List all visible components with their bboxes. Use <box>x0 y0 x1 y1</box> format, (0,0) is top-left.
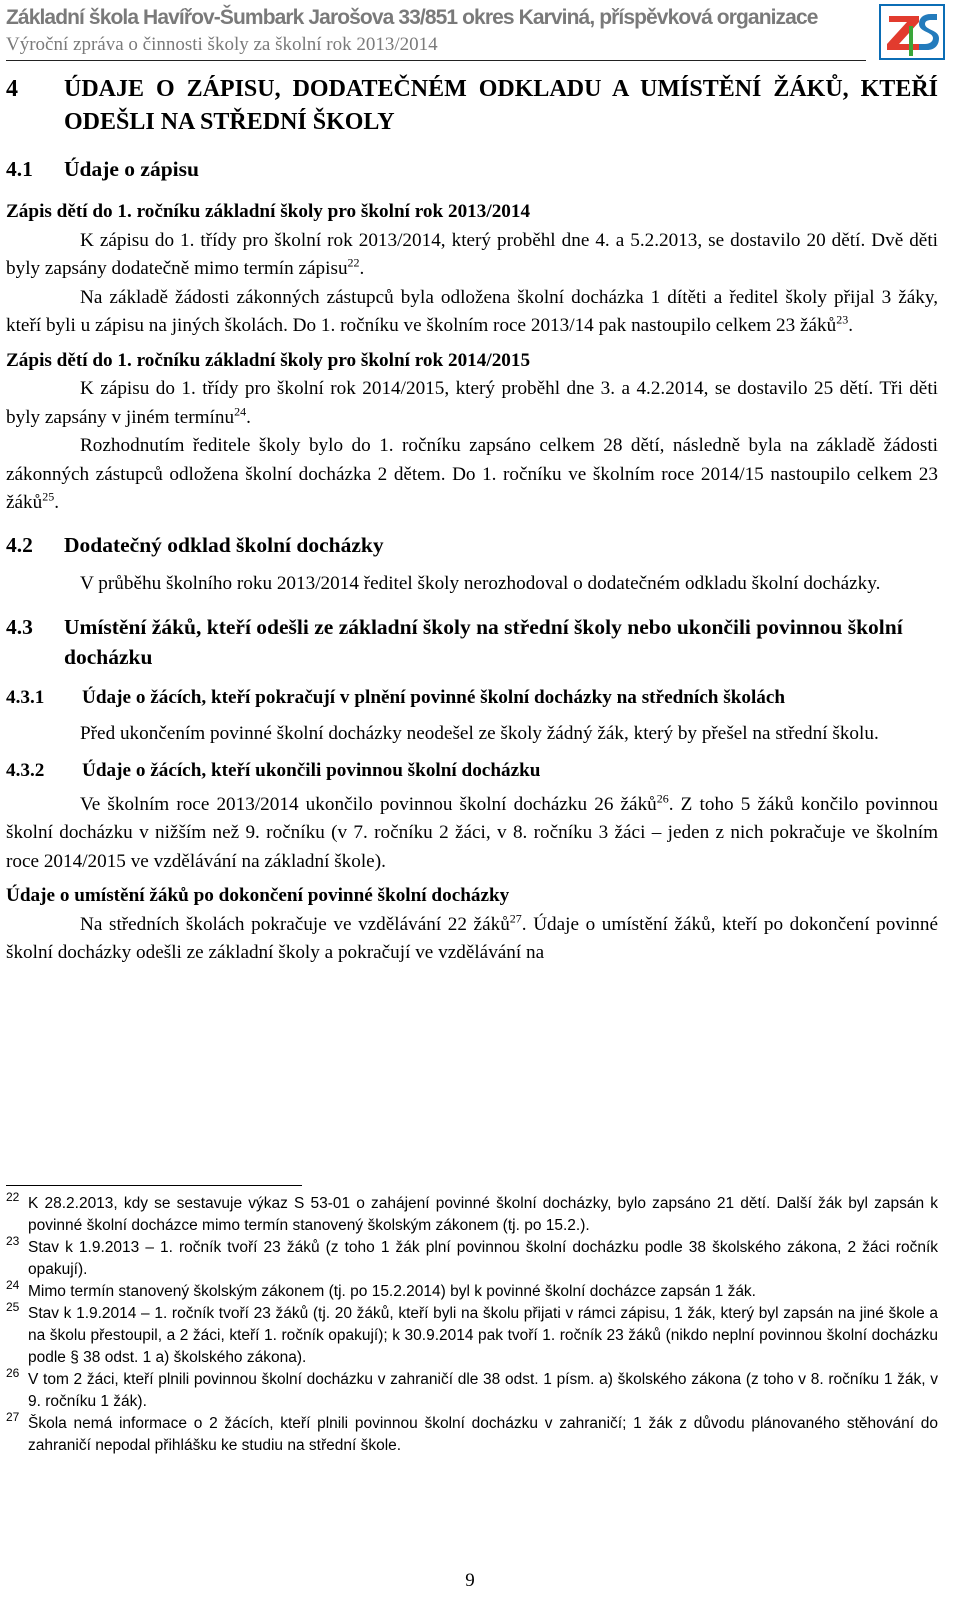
footnote-ref: 25 <box>42 489 55 504</box>
footnote-ref: 23 <box>836 312 849 327</box>
section-number: 4.3 <box>6 615 33 639</box>
section-4-3-2-heading <box>6 757 938 785</box>
footnote-ref: 27 <box>509 911 522 926</box>
section-number: 4.3.1 <box>6 687 45 708</box>
footnote-separator <box>6 1185 302 1186</box>
paragraph: Ve školním roce 2013/2014 ukončilo povinnou školní docházku 26 žáků$^{26}$. Z toho 5 žáků končilo povinnou školní docházku v nižším než 9. ročníku (v 7. ročníku 2 žáci, v 8. ročníku 3 žáci – jeden z nich pokračuje ve školním roce 2014/2015 ve vzdělávání na základní škole). <box>6 791 938 872</box>
section-4-2-heading <box>6 530 938 560</box>
footnote-number: 24 <box>6 1278 20 1292</box>
section-title: Údaje o žácích, kteří pokračují v plnění povinné školní docházky na středních školách <box>82 687 786 708</box>
section-4-1-heading <box>6 154 938 184</box>
subheading-enrollment-2013: Zápis dětí do 1. ročníku základní školy pro školní rok 2013/2014 <box>6 201 531 222</box>
footnote-number: 26 <box>6 1366 20 1380</box>
section-number: 4.3.2 <box>6 759 45 781</box>
section-4-heading <box>6 73 938 139</box>
paragraph: Rozhodnutím ředitele školy bylo do 1. ročníku zapsáno celkem 28 dětí, následně byla na základě žádosti zákonných zástupců odložena školní docházka 2 dětem. Do 1. ročníku ve školním roce 2014/15 nastoupilo celkem 23 žáků$^{25}$. <box>6 435 938 513</box>
footnote: 22 K 28.2.2013, kdy se sestavuje výkaz S 53-01 o zahájení povinné školní docházky, bylo zapsáno 21 dětí. Další žák byl zapsán k povinné školní docházce mimo termín stanovený školským zákonem (tj. po 15.2.). <box>6 1193 938 1237</box>
paragraph: V průběhu školního roku 2013/2014 ředitel školy nerozhodoval o dodatečném odkladu školní docházky. <box>80 572 881 594</box>
section-title: Umístění žáků, kteří odešli ze základní školy na střední školy nebo ukončili povinnou školní docházku <box>64 615 903 669</box>
footnotes <box>6 1190 938 1457</box>
section-number: 4.2 <box>6 532 33 557</box>
footnote-number: 27 <box>6 1410 20 1424</box>
footnote-ref: 26 <box>656 791 669 806</box>
page-header <box>6 4 946 60</box>
report-title: Výroční zpráva o činnosti školy za školní rok 2013/2014 <box>6 34 438 55</box>
footnote: 25 Stav k 1.9.2014 – 1. ročník tvoří 23 žáků (tj. 20 žáků, kteří byli na školu přijati v rámci zápisu, 1 žák, který byl zapsán na jiné škole a na školu přestoupil, a 2 žáci, kteří 1. ročník opakují); k 30.9.2014 pak tvoří 1. ročník 23 žáků (nikdo neplní povinnou školní docházku podle § 38 odst. 1 a) školského zákona). <box>6 1303 938 1369</box>
school-name: Základní škola Havířov-Šumbark Jarošova 33/851 okres Karviná, příspěvková organizace <box>6 6 818 29</box>
section-4-3-heading <box>6 612 938 672</box>
school-logo <box>879 4 945 60</box>
section-number: 4.1 <box>6 157 33 181</box>
subheading-enrollment-2014: Zápis dětí do 1. ročníku základní školy pro školní rok 2014/2015 <box>6 349 531 371</box>
footnote-ref: 24 <box>234 404 247 419</box>
footnote-number: 25 <box>6 1300 20 1314</box>
main-content <box>6 73 938 968</box>
section-title: ÚDAJE O ZÁPISU, DODATEČNÉM ODKLADU A UMÍSTĚNÍ ŽÁKŮ, KTEŘÍ ODEŠLI NA STŘEDNÍ ŠKOLY <box>64 76 938 135</box>
section-number: 4 <box>6 76 18 102</box>
paragraph: K zápisu do 1. třídy pro školní rok 2014/2015, který proběhl dne 3. a 4.2.2014, se dostavilo 25 dětí. Tři děti byly zapsány v jiném termínu$^{24}$. <box>6 378 938 428</box>
paragraph: Před ukončením povinné školní docházky neodešel ze školy žádný žák, který by přešel na střední školu. <box>80 723 879 744</box>
footnote-number: 22 <box>6 1190 20 1204</box>
subheading-placement: Údaje o umístění žáků po dokončení povinné školní docházky <box>6 885 510 906</box>
section-title: Údaje o zápisu <box>64 157 199 181</box>
paragraph: Na středních školách pokračuje ve vzdělávání 22 žáků$^{27}$. Údaje o umístění žáků, kteří po dokončení povinné školní docházky odešli ze základní školy a pokračují ve vzdělávání na <box>6 911 938 963</box>
section-title: Dodatečný odklad školní docházky <box>64 532 384 557</box>
section-title: Údaje o žácích, kteří ukončili povinnou školní docházku <box>82 759 541 781</box>
footnote: 23 Stav k 1.9.2013 – 1. ročník tvoří 23 žáků (z toho 1 žák plní povinnou školní docházku podle 38 školského zákona, 2 žáci ročník opakují). <box>6 1237 938 1281</box>
footnote: 26 V tom 2 žáci, kteří plnili povinnou školní docházku v zahraničí dle 38 odst. 1 písm. a) školského zákona (z toho v 8. ročníku 1 žák, v 9. ročníku 1 žák). <box>6 1369 938 1413</box>
footnote: 24 Mimo termín stanovený školským zákonem (tj. po 15.2.2014) byl k povinné školní docházce zapsán 1 žák. <box>6 1281 938 1303</box>
paragraph: Na základě žádosti zákonných zástupců byla odložena školní docházka 1 dítěti a ředitel školy přijal 3 žáky, kteří byli u zápisu na jiných školách. Do 1. ročníku ve školním roce 2013/14 pak nastoupilo celkem 23 žáků$^{23}$. <box>6 286 938 336</box>
footnote: 27 Škola nemá informace o 2 žácích, kteří plnili povinnou školní docházku v zahraničí; 1 žák z důvodu plánovaného stěhování do zahraničí nepodal přihlášku ke studiu na střední škole. <box>6 1413 938 1457</box>
section-4-3-1-heading <box>6 684 938 712</box>
footnote-ref: 22 <box>347 255 360 270</box>
page-number: 9 <box>465 1570 475 1591</box>
footnote-number: 23 <box>6 1234 20 1248</box>
paragraph: K zápisu do 1. třídy pro školní rok 2013/2014, který proběhl dne 4. a 5.2.2013, se dostavilo 20 dětí. Dvě děti byly zapsány dodatečně mimo termín zápisu$^{22}$. <box>6 229 938 279</box>
header-divider <box>6 60 866 61</box>
